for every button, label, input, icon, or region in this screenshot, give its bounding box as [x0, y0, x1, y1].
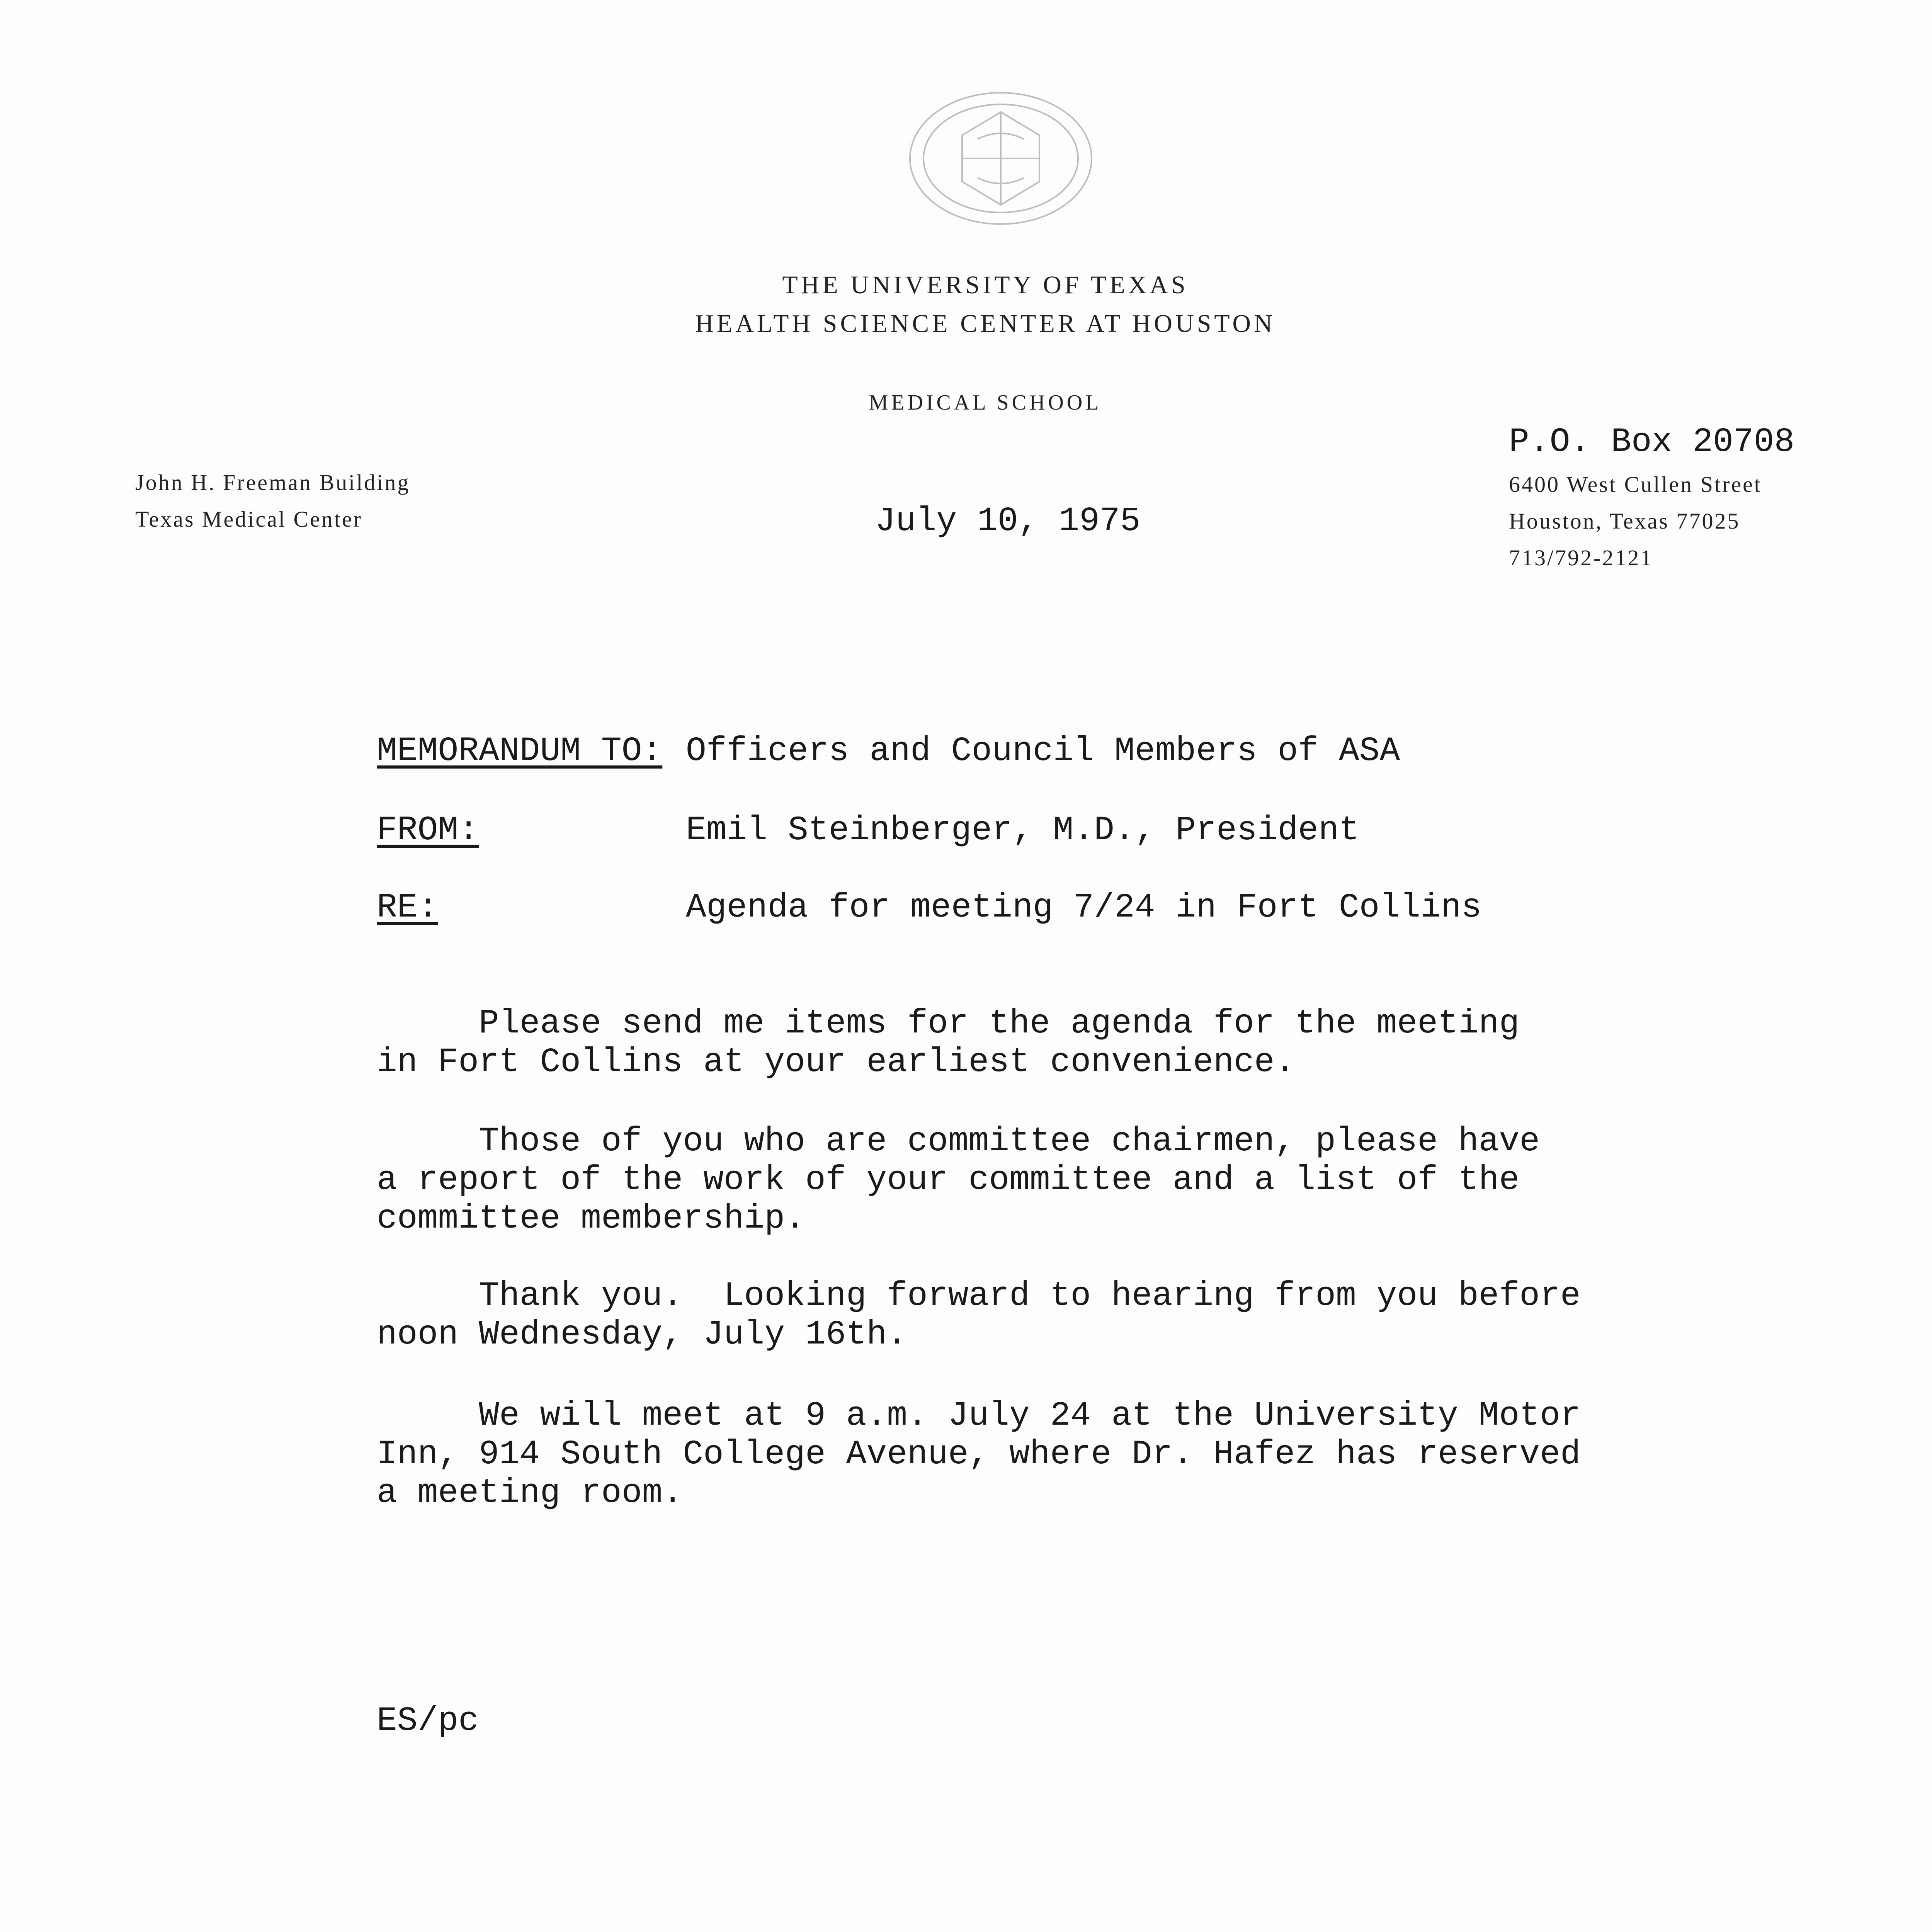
- memo-from-label: FROM:: [377, 811, 479, 850]
- medical-school-name: MEDICAL SCHOOL: [869, 391, 1102, 415]
- body-paragraph-1: [377, 1005, 1613, 1082]
- phone-number: 713/792-2121: [1509, 545, 1653, 570]
- memo-re-label: RE:: [377, 889, 438, 927]
- paragraph-line: noon Wednesday, July 16th.: [377, 1316, 908, 1354]
- body-paragraph-4: [377, 1397, 1613, 1513]
- paragraph-line: We will meet at 9 a.m. July 24 at the University Motor: [377, 1397, 1581, 1435]
- paragraph-line: Please send me items for the agenda for the meeting: [377, 1005, 1520, 1043]
- po-box: P.O. Box 20708: [1509, 423, 1795, 461]
- building-name: John H. Freeman Building: [135, 470, 410, 495]
- memo-from-sender: Emil Steinberger, M.D., President: [686, 811, 1359, 850]
- paragraph-line: Those of you who are committee chairmen, please have: [377, 1122, 1540, 1161]
- memo-to-recipients: Officers and Council Members of ASA: [686, 732, 1400, 770]
- street-address: 6400 West Cullen Street: [1509, 472, 1762, 497]
- health-science-center-name: HEALTH SCIENCE CENTER AT HOUSTON: [695, 310, 1276, 338]
- memo-subject: Agenda for meeting 7/24 in Fort Collins: [686, 889, 1482, 927]
- paragraph-line: a meeting room.: [377, 1474, 683, 1512]
- memo-to-label: MEMORANDUM TO:: [377, 732, 663, 770]
- paragraph-line: in Fort Collins at your earliest convenience.: [377, 1043, 1295, 1082]
- university-name: THE UNIVERSITY OF TEXAS: [782, 271, 1189, 299]
- medical-center-name: Texas Medical Center: [135, 507, 363, 532]
- paragraph-line: Thank you. Looking forward to hearing from you before: [377, 1277, 1581, 1315]
- paragraph-line: committee membership.: [377, 1200, 805, 1238]
- university-seal-icon: [904, 89, 1097, 228]
- paragraph-line: a report of the work of your committee and a list of the: [377, 1161, 1520, 1199]
- city-address: Houston, Texas 77025: [1509, 509, 1740, 534]
- paragraph-line: Inn, 914 South College Avenue, where Dr. Hafez has reserved: [377, 1435, 1581, 1474]
- letter-date: July 10, 1975: [875, 502, 1141, 541]
- body-paragraph-2: [377, 1122, 1613, 1238]
- body-paragraph-3: [377, 1277, 1613, 1354]
- typist-initials: ES/pc: [377, 1702, 479, 1740]
